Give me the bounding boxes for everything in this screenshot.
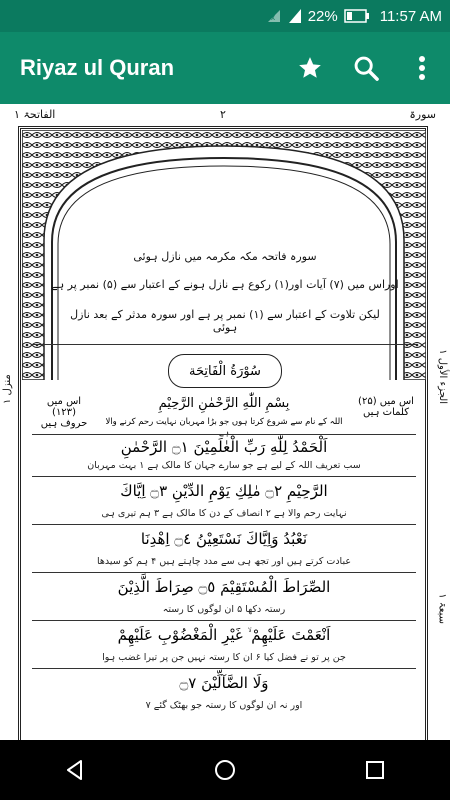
divider: [32, 668, 416, 669]
page-header-surah: سورۃ: [409, 108, 436, 121]
clock: 11:57 AM: [379, 7, 442, 25]
right-count-box: [356, 396, 416, 418]
signal-icon: [288, 8, 302, 24]
translation-line-4: رستہ دکھا ۵ ان لوگوں کا رستہ: [162, 604, 286, 615]
page-number: ۲: [220, 108, 226, 121]
recents-icon: [365, 760, 385, 780]
overflow-menu-icon: [418, 55, 426, 81]
divider: [32, 524, 416, 525]
translation-line-6: اور نہ ان لوگوں کا رستہ جو بھٹک گئے ۷: [145, 700, 303, 711]
ayah-line-2: الرَّحِيْمِ ۝٢ مٰلِكِ يَوْمِ الدِّيْنِ ۝٣ اِيَّاكَ: [120, 482, 328, 500]
recents-button[interactable]: [345, 745, 405, 795]
translation-line-5: جن پر تو نے فضل کیا ۶ ان کا رستہ نہیں جن پر تیرا غضب ہوا: [102, 652, 346, 663]
sim-icon: [266, 8, 282, 24]
app-title: Riyaz ul Quran: [20, 55, 175, 80]
home-button[interactable]: [195, 745, 255, 795]
letters-label: حروف ہیں: [40, 418, 88, 429]
intro-line-3: لیکن تلاوت کے اعتبار سے (۱) نمبر پر ہے اور سورہ مدثر کے بعد نازل ہوئی: [70, 308, 380, 334]
back-icon: [64, 759, 86, 781]
search-icon: [352, 54, 380, 82]
ayah-line-5: اَنْعَمْتَ عَلَيْهِمْ ۙ غَيْرِ الْمَغْضُوْبِ عَلَيْهِمْ: [117, 626, 331, 644]
divider: [32, 434, 416, 435]
navigation-bar: [0, 740, 450, 800]
left-count-box: [34, 396, 94, 429]
divider: [32, 476, 416, 477]
ayah-line-4: الصِّرَاطَ الْمُسْتَقِيْمَ ۝٥ صِرَاطَ الَّذِيْنَ: [117, 578, 331, 596]
letters-count: اس میں (۱۲۳): [46, 396, 82, 418]
search-button[interactable]: [338, 40, 394, 96]
star-icon: [297, 55, 323, 81]
translation-line-2: نہایت رحم والا ہے ۲ انصاف کے دن کا مالک ہے ۳ ہم تیری ہی: [101, 508, 347, 519]
favorite-button[interactable]: [282, 40, 338, 96]
translation-line-3: عبادت کرتے ہیں اور تجھ ہی سے مدد چاہتے ہیں ۴ ہم کو سیدھا: [96, 556, 351, 567]
battery-percent: 22%: [307, 7, 338, 25]
words-label: کلمات ہیں: [363, 407, 409, 418]
surah-title-cartouche: [168, 354, 282, 388]
translation-line-1: سب تعریف اللہ کے لیے ہے جو سارے جہان کا مالک ہے ۱ بہت مہربان: [87, 460, 361, 471]
divider: [32, 572, 416, 573]
ayah-line-3: نَعْبُدُ وَاِيَّاكَ نَسْتَعِيْنُ ۝٤ اِهْدِنَا: [140, 530, 308, 548]
intro-line-2: اوراس میں (۷) آیات اور(۱) رکوع ہے نازل ہونے کے اعتبار سے (۵) نمبر پر ہے: [51, 278, 399, 291]
app-bar: [0, 32, 450, 104]
side-juz-label: الجزء الأول ۱: [437, 349, 448, 404]
overflow-menu-button[interactable]: [394, 40, 450, 96]
page-header-name: الفاتحۃ ۱: [14, 108, 56, 121]
intro-line-1: سورہ فاتحہ مکہ مکرمہ میں نازل ہوئی: [133, 250, 317, 263]
home-icon: [213, 758, 237, 782]
side-sabaa-label: سبعۃ ۱: [437, 593, 448, 624]
surah-title: سُوْرَةُ الْفَاتِحَة: [189, 363, 261, 379]
quran-page[interactable]: [0, 104, 450, 740]
words-count: اس میں (۲۵): [358, 396, 414, 407]
side-manzil-label: منزل ۱: [2, 374, 13, 404]
divider: [32, 344, 416, 345]
status-bar: [0, 0, 450, 32]
battery-icon: [344, 9, 370, 23]
ayah-line-1: اَلْحَمْدُ لِلّٰهِ رَبِّ الْعٰلَمِيْنَ ۝١ الرَّحْمٰنِ: [120, 438, 328, 456]
svg-text:x: x: [270, 13, 275, 22]
ayah-line-6: وَلَا الضَّآلِّيْنَ ۝٧: [179, 674, 269, 692]
divider: [32, 620, 416, 621]
bismillah: بِسْمِ اللّٰهِ الرَّحْمٰنِ الرَّحِيْمِ: [158, 396, 290, 411]
back-button[interactable]: [45, 745, 105, 795]
bismillah-translation: اللہ کے نام سے شروع کرتا ہوں جو بڑا مہربان نہایت رحم کرنے والا ہے: [105, 417, 343, 438]
